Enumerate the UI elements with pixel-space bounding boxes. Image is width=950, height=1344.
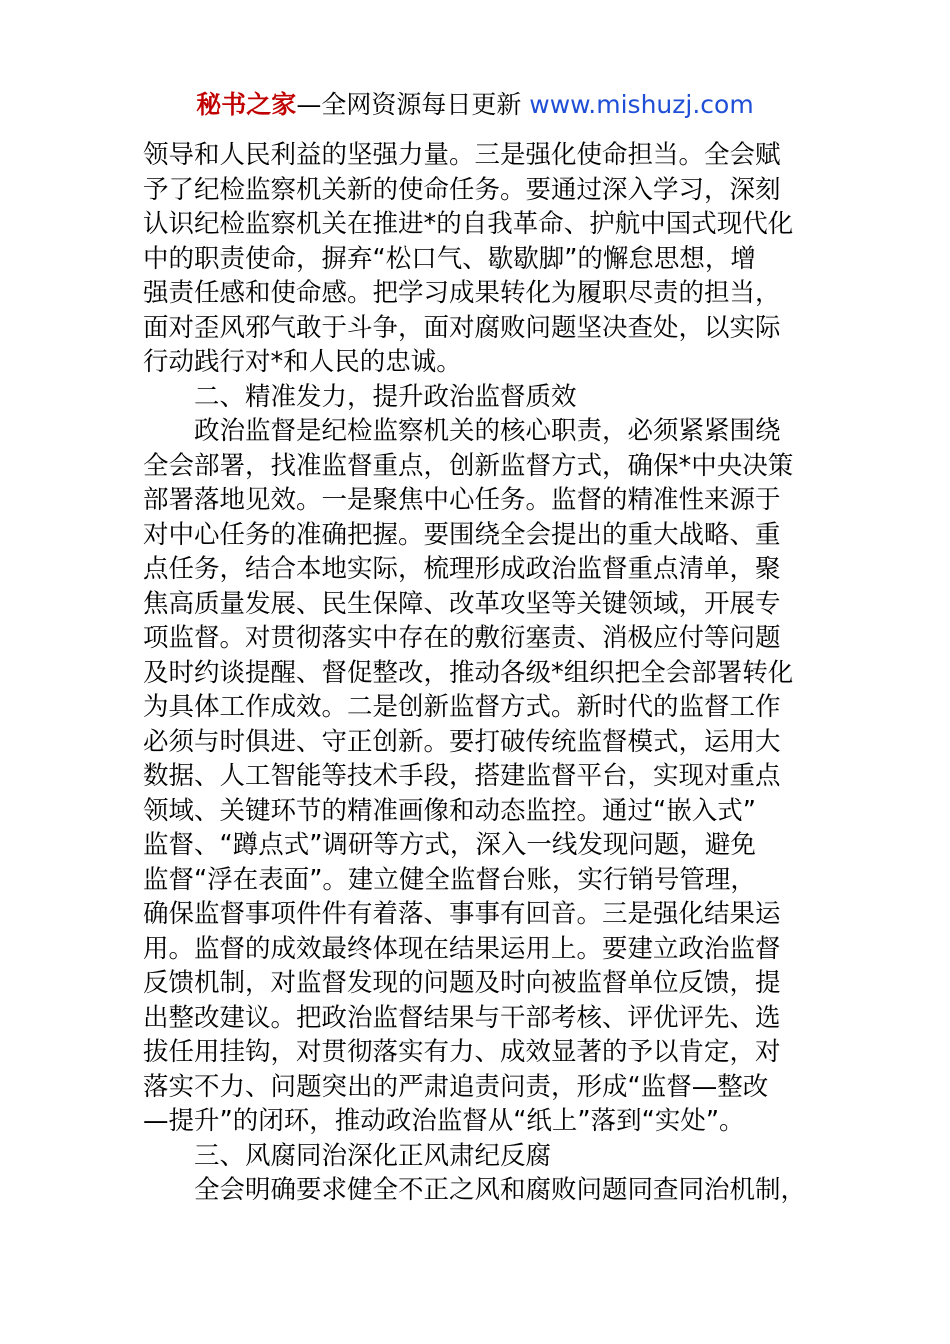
text-line: 对中心任务的准确把握。要围绕全会提出的重大战略、重 [143,519,781,550]
text-line: 全会部署，找准监督重点，创新监督方式，确保*中央决策 [143,450,794,481]
text-line: 强责任感和使命感。把学习成果转化为履职尽责的担当， [143,278,781,308]
text-line: 确保监督事项件件有着落、事事有回音。三是强化结果运 [143,899,781,929]
text-line: 予了纪检监察机关新的使命任务。要通过深入学习，深刻 [143,174,781,205]
text-line: 二、精准发力，提升政治监督质效 [194,381,577,412]
text-line: 政治监督是纪检监察机关的核心职责，必须紧紧围绕 [194,416,781,446]
text-line: —提升”的闭环，推动政治监督从“纸上”落到“实处”。 [143,1106,745,1136]
text-line: 数据、人工智能等技术手段，搭建监督平台，实现对重点 [143,761,781,791]
text-line: 项监督。对贯彻落实中存在的敷衍塞责、消极应付等问题 [143,623,781,653]
text-line: 领导和人民利益的坚强力量。三是强化使命担当。全会赋 [143,140,781,170]
text-line: 监督、“蹲点式”调研等方式，深入一线发现问题，避免 [143,830,756,860]
text-line: 用。监督的成效最终体现在结果运用上。要建立政治监督 [143,933,781,964]
text-line: 监督“浮在表面”。建立健全监督台账，实行销号管理， [143,864,756,895]
site-header [0,88,950,122]
text-line: 落实不力、问题突出的严肃追责问责，形成“监督—整改 [143,1071,769,1102]
text-line: 中的职责使命，摒弃“松口气、歇歇脚”的懈怠思想，增 [143,243,756,274]
text-line: 三、风腐同治深化正风肃纪反腐 [194,1140,552,1171]
site-tagline: —全网资源每日更新 [296,90,530,119]
text-line: 反馈机制，对监督发现的问题及时向被监督单位反馈，提 [143,968,781,998]
text-line: 必须与时俱进、守正创新。要打破传统监督模式，运用大 [143,726,781,757]
text-line: 为具体工作成效。二是创新监督方式。新时代的监督工作 [143,692,781,722]
text-line: 面对歪风邪气敢于斗争，面对腐败问题坚决查处，以实际 [143,312,781,343]
site-url-link[interactable]: www.mishuzj.com [529,90,754,119]
text-line: 焦高质量发展、民生保障、改革攻坚等关键领域，开展专 [143,588,781,619]
text-line: 及时约谈提醒、督促整改，推动各级*组织把全会部署转化 [143,657,794,688]
text-line: 全会明确要求健全不正之风和腐败问题同查同治机制， [194,1175,807,1205]
text-line: 拔任用挂钩，对贯彻落实有力、成效显著的予以肯定，对 [143,1037,781,1067]
document-body [143,138,813,1208]
site-brand: 秘书之家 [196,90,297,119]
text-line: 认识纪检监察机关在推进*的自我革命、护航中国式现代化 [143,209,794,239]
text-line: 行动践行对*和人民的忠诚。 [143,347,462,377]
text-line: 部署落地见效。一是聚焦中心任务。监督的精准性来源于 [143,485,781,515]
text-line: 领域、关键环节的精准画像和动态监控。通过“嵌入式” [143,795,756,826]
text-line: 出整改建议。把政治监督结果与干部考核、评优评先、选 [143,1002,781,1033]
text-line: 点任务，结合本地实际，梳理形成政治监督重点清单，聚 [143,554,781,584]
